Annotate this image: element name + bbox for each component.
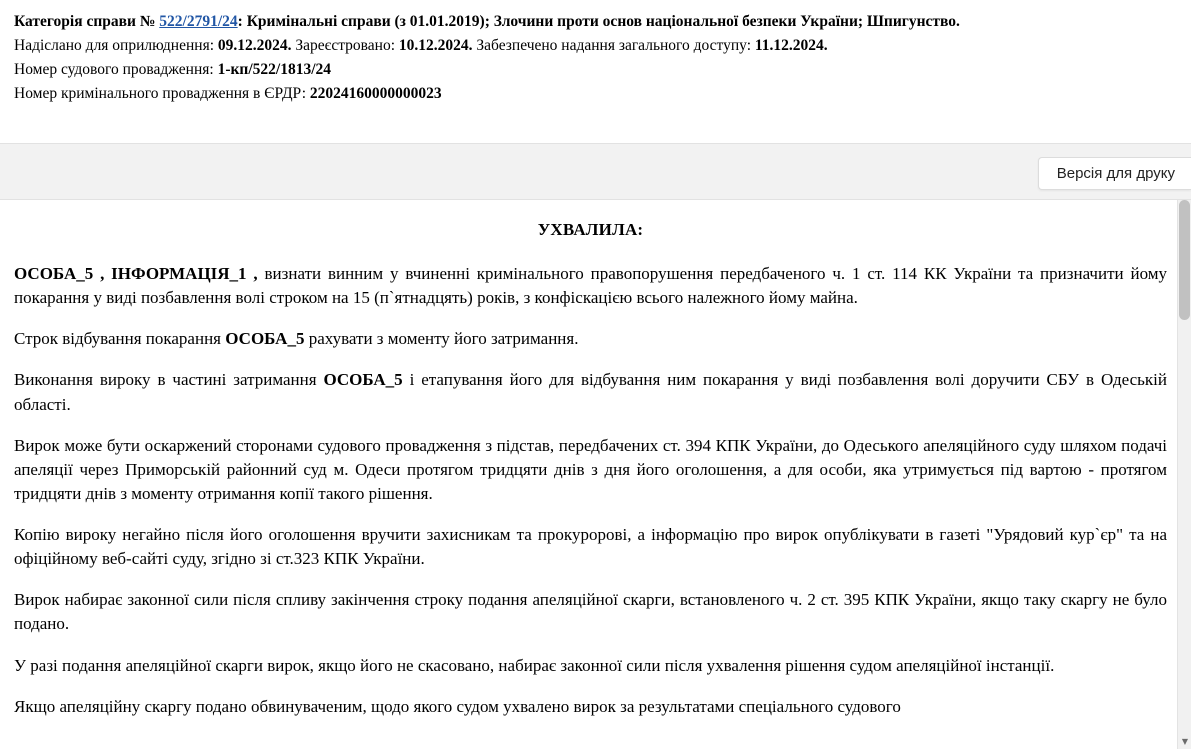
- paragraph-prefix-3: Виконання вироку в частині затримання: [14, 370, 324, 390]
- person-reference-2: ОСОБА_5: [225, 329, 305, 349]
- paragraph-verdict-1: [14, 262, 1167, 310]
- sent-value: 09.12.2024.: [217, 37, 292, 55]
- person-reference-3: ОСОБА_5: [323, 370, 403, 390]
- erdr-number-line: [14, 82, 1177, 106]
- document-body: [0, 200, 1191, 749]
- public-access-value: 11.12.2024.: [754, 37, 828, 55]
- dates-line: [14, 34, 1177, 58]
- paragraph-copy-delivery: Копію вироку негайно після його оголошення вручити захисникам та прокуророві, а інформацію про вирок опублікувати в газеті "Урядовий кур`єр" та на офіційному веб-сайті суду, згідно зі ст.323 КПК України.: [14, 525, 1167, 569]
- proceeding-label: Номер судового провадження:: [14, 61, 214, 79]
- public-access-label: Забезпечено надання загального доступу:: [476, 37, 752, 55]
- vertical-scrollbar[interactable]: [1177, 200, 1191, 749]
- proceeding-number-line: [14, 58, 1177, 82]
- registered-value: 10.12.2024.: [398, 37, 473, 55]
- case-metadata: [0, 0, 1191, 114]
- paragraph-appeal-outcome: У разі подання апеляційної скарги вирок, якщо його не скасовано, набирає законної сили після ухвалення рішення судом апеляційної інстанції.: [14, 655, 1055, 675]
- scrollbar-thumb[interactable]: [1179, 200, 1190, 320]
- paragraph-suffix-2: рахувати з моменту його затримання.: [304, 329, 579, 349]
- sent-label: Надіслано для оприлюднення:: [14, 37, 215, 55]
- case-number-link[interactable]: 522/2791/24: [159, 13, 238, 30]
- registered-label: Зареєстровано:: [295, 37, 396, 55]
- proceeding-value: 1-кп/522/1813/24: [217, 61, 332, 79]
- print-version-button[interactable]: Версія для друку: [1038, 157, 1191, 190]
- person-reference-1: ОСОБА_5 , ІНФОРМАЦІЯ_1 ,: [14, 264, 258, 283]
- case-category-line: [14, 10, 1177, 34]
- paragraph-special-proceeding: Якщо апеляційну скаргу подано обвинуваченим, щодо якого судом ухвалено вирок за результатами спеціального судового: [14, 696, 901, 716]
- paragraph-prefix-2: Строк відбування покарання: [14, 329, 226, 349]
- case-category-text: : Кримінальні справи (з 01.01.2019); Злочини проти основ національної безпеки України; Шпигунство.: [237, 13, 960, 30]
- toolbar: [0, 143, 1191, 200]
- scroll-down-arrow-icon[interactable]: ▼: [1178, 735, 1191, 749]
- paragraph-verdict-2: [14, 327, 1167, 351]
- document-heading: УХВАЛИЛА:: [537, 220, 644, 239]
- erdr-label: Номер кримінального провадження в ЄРДР:: [14, 85, 307, 103]
- paragraph-suffix-3: і етапування його для відбування ним покарання у виді позбавлення волі доручити СБУ в Одеській області.: [14, 370, 1167, 414]
- paragraph-appeal-info: Вирок може бути оскаржений сторонами судового провадження з підстав, передбачених ст. 394 КПК України, до Одеського апеляційного суду шляхом подачі апеляції через Приморській районний суд м. Одеси протягом тридцяти днів з дня його оголошення, а для особи, яка утримується під вартою - протягом тридцяти днів з моменту отримання копії такого рішення.: [14, 435, 1167, 503]
- paragraph-legal-force: Вирок набирає законної сили після спливу закінчення строку подання апеляційної скарги, встановленого ч. 2 ст. 395 КПК України, якщо таку скаргу не було подано.: [14, 590, 1167, 634]
- paragraph-verdict-3: [14, 368, 1167, 416]
- case-category-label: Категорія справи №: [14, 13, 156, 30]
- erdr-value: 22024160000000023: [309, 85, 442, 103]
- paragraph-text-1: визнати винним у вчиненні кримінального правопорушення передбаченого ч. 1 ст. 114 КК України та призначити йому покарання у виді позбавлення волі строком на 15 (п`ятнадцять) років, з конфіскацією всього належного йому майна.: [14, 264, 1167, 308]
